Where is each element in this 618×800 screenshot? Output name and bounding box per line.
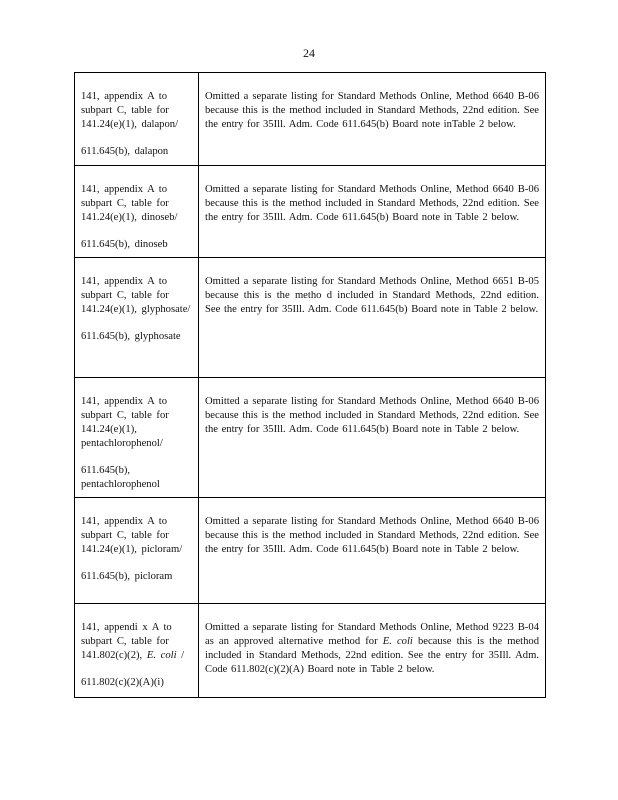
- page-number: 24: [303, 46, 315, 60]
- explanation-text-end: because this is the method included in Standard Methods, 22nd edition. See the entry for 35Ill. Adm. Code 611.802(c)(2)(A) Board note in Table 2 below.: [205, 636, 539, 675]
- explanation-cell: Omitted a separate listing for Standard Methods Online, Method 6640 B-06 because this is the method included in Standard Methods, 22nd edition. See the entry for 35Ill. Adm. Code 611.645(b) Board note in Table 2 below.: [199, 498, 546, 604]
- explanation-cell: Omitted a separate listing for Standard Methods Online, Method 6640 B-06 because this is the method included in Standard Methods, 22nd edition. See the entry for 35Ill. Adm. Code 611.645(b) Board note in Table 2 below.: [199, 378, 546, 498]
- explanation-cell: [199, 604, 546, 698]
- state-citation: 611.645(b), pentachlorophenol: [81, 465, 160, 490]
- state-citation: 611.645(b), picloram: [81, 571, 173, 582]
- federal-citation: 141, appendix A to subpart C, table for 141.24(e)(1), dalapon/: [81, 91, 179, 130]
- table-row: [75, 166, 546, 258]
- citation-italic: E. coli: [146, 650, 177, 661]
- state-citation: 611.645(b), glyphosate: [81, 331, 181, 342]
- federal-citation: 141, appendix A to subpart C, table for 141.24(e)(1), dinoseb/: [81, 184, 178, 223]
- federal-citation: 141, appendix A to subpart C, table for 141.24(e)(1), glyphosate/: [81, 276, 191, 315]
- federal-citation-cell: [75, 258, 199, 378]
- state-citation: 611.645(b), dinoseb: [81, 239, 168, 250]
- table-row: [75, 604, 546, 698]
- federal-citation-cell: [75, 378, 199, 498]
- state-citation: 611.802(c)(2)(A)(i): [81, 677, 164, 688]
- explanation-cell: Omitted a separate listing for Standard Methods Online, Method 6651 B-05 because this is the metho d included in Standard Methods, 22nd edition. See the entry for 35Ill. Adm. Code 611.645(b) Board note in Table 2 below.: [199, 258, 546, 378]
- federal-citation: 141, appendix A to subpart C, table for 141.24(e)(1), picloram/: [81, 516, 183, 555]
- federal-citation-cell: [75, 73, 199, 166]
- federal-citation-cell: [75, 498, 199, 604]
- citation-text-end: /: [181, 650, 185, 661]
- table-row: [75, 498, 546, 604]
- table-row: [75, 258, 546, 378]
- explanation-text: Omitted a separate listing for Standard Methods Online, Method 9223 B-04 as an approved alternative method for: [205, 622, 539, 647]
- explanation-cell: Omitted a separate listing for Standard Methods Online, Method 6640 B-06 because this is the method included in Standard Methods, 22nd edition. See the entry for 35Ill. Adm. Code 611.645(b) Board note inTable 2 below.: [199, 73, 546, 166]
- citation-text: 141, appendi x A to subpart C, table for 141.802(c)(2),: [81, 622, 172, 661]
- omissions-table: [74, 72, 546, 698]
- table-row: [75, 378, 546, 498]
- state-citation: 611.645(b), dalapon: [81, 146, 169, 157]
- federal-citation: 141, appendix A to subpart C, table for 141.24(e)(1), pentachlorophenol/: [81, 396, 169, 449]
- federal-citation-cell: [75, 166, 199, 258]
- explanation-italic: E. coli: [382, 636, 413, 647]
- table-row: [75, 73, 546, 166]
- federal-citation-cell: [75, 604, 199, 698]
- federal-citation: [81, 621, 192, 663]
- explanation-cell: Omitted a separate listing for Standard Methods Online, Method 6640 B-06 because this is the method included in Standard Methods, 22nd edition. See the entry for 35Ill. Adm. Code 611.645(b) Board note in Table 2 below.: [199, 166, 546, 258]
